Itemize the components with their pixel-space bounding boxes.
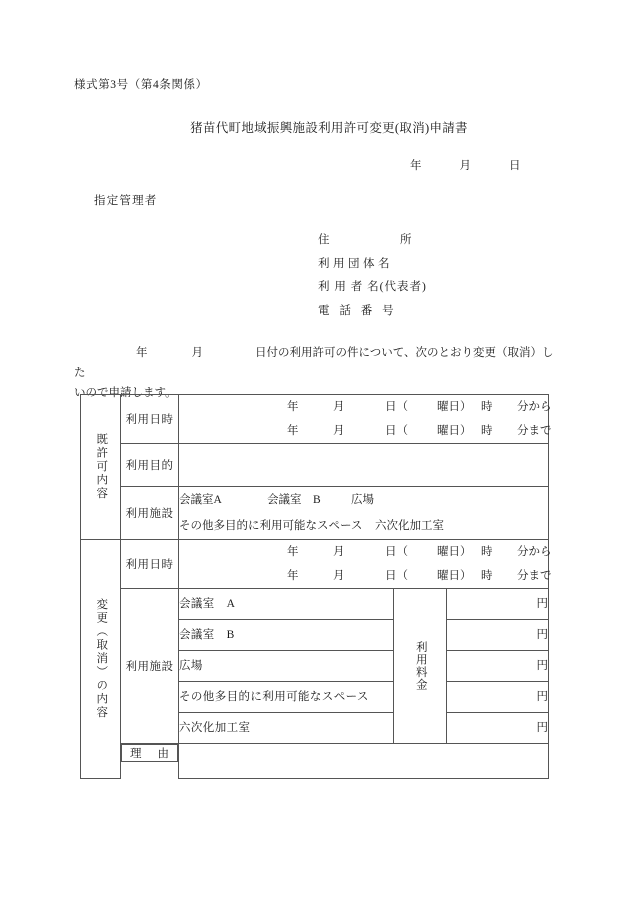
- facility-option-processing-room[interactable]: 六次化加工室: [375, 520, 444, 532]
- facility-options-line1: [179, 487, 548, 513]
- body-year: 年: [136, 347, 148, 359]
- row-label-reason: [121, 744, 178, 762]
- row-label-usage-datetime-existing: 利用日時: [121, 395, 179, 444]
- usage-facility-existing-cell[interactable]: [179, 487, 549, 540]
- dt-year: 年: [287, 401, 299, 413]
- section-label-change-content: [81, 540, 121, 779]
- facility-row-meeting-room-b[interactable]: 会議室 B: [179, 620, 394, 651]
- table-row: [81, 589, 549, 620]
- dt-minute: 分から: [517, 401, 552, 413]
- reason-input-cell[interactable]: [179, 744, 549, 779]
- dt-weekday: 曜日）: [437, 401, 472, 413]
- dt-month: 月: [333, 570, 345, 582]
- row-label-usage-facility-existing: 利用施設: [121, 487, 179, 540]
- dt-month: 月: [333, 401, 345, 413]
- datetime-line-to: [179, 419, 552, 443]
- addressee: 指定管理者: [94, 195, 158, 207]
- section-label-existing-permission-text: 既許可内容: [95, 433, 108, 501]
- document-title: 猪苗代町地域振興施設利用許可変更(取消)申請書: [190, 121, 468, 135]
- table-row: [81, 487, 549, 540]
- datetime-line-from: [179, 395, 552, 419]
- facility-option-meeting-room-a[interactable]: 会議室A: [179, 494, 222, 506]
- body-month: 月: [191, 347, 203, 359]
- section-label-change-content-text: 変更（取消）の内容: [95, 598, 108, 720]
- row-label-usage-datetime-change: 利用日時: [121, 540, 179, 589]
- row-label-reason-char1: 理: [130, 748, 142, 760]
- applicant-info-block: [318, 229, 427, 323]
- facility-options-line2: [179, 513, 548, 539]
- body-text-line2: いので申請します。: [74, 387, 177, 399]
- fee-column-label: [394, 589, 447, 744]
- dt-weekday: 曜日）: [437, 425, 472, 437]
- header-date-day: 日: [509, 160, 521, 172]
- fee-value-meeting-room-b[interactable]: 円: [447, 620, 549, 651]
- applicant-field-group-name: 利用団体名: [318, 257, 393, 270]
- form-number: 様式第3号（第4条関係）: [74, 79, 208, 91]
- row-label-usage-purpose-existing: 利用目的: [121, 444, 179, 487]
- dt-hour: 時: [481, 401, 493, 413]
- dt-hour: 時: [481, 546, 493, 558]
- usage-purpose-existing-cell[interactable]: [179, 444, 549, 487]
- usage-datetime-change-cell[interactable]: [179, 540, 552, 589]
- fee-value-meeting-room-a[interactable]: 円: [447, 589, 549, 620]
- usage-datetime-existing-cell[interactable]: [179, 395, 552, 444]
- dt-day: 日（: [385, 570, 408, 582]
- facility-row-plaza[interactable]: 広場: [179, 651, 394, 682]
- facility-option-plaza[interactable]: 広場: [351, 494, 374, 506]
- facility-option-meeting-room-b[interactable]: 会議室 B: [267, 494, 321, 506]
- facility-row-processing-room[interactable]: 六次化加工室: [179, 713, 394, 744]
- dt-year: 年: [287, 570, 299, 582]
- fee-value-processing-room[interactable]: 円: [447, 713, 549, 744]
- table-row: [81, 540, 549, 589]
- dt-weekday: 曜日）: [437, 570, 472, 582]
- facility-row-multipurpose-space[interactable]: その他多目的に利用可能なスペース: [179, 682, 394, 713]
- facility-option-multipurpose-space[interactable]: その他多目的に利用可能なスペース: [179, 520, 363, 532]
- dt-day: 日（: [385, 401, 408, 413]
- applicant-field-address: 住 所: [318, 234, 421, 246]
- fee-column-label-text: 利用料金: [414, 641, 427, 691]
- table-row: [81, 744, 549, 779]
- dt-month: 月: [333, 425, 345, 437]
- datetime-line-from: [179, 540, 552, 564]
- body-text-line1: 日付の利用許可の件について、次のとおり変更（取消）した: [74, 347, 554, 379]
- fee-value-multipurpose-space[interactable]: 円: [447, 682, 549, 713]
- row-label-usage-facility-change: 利用施設: [121, 589, 179, 744]
- dt-minute: 分まで: [517, 570, 552, 582]
- header-date-line: [410, 157, 521, 173]
- applicant-field-user-name: 利 用 者 名(代表者): [318, 281, 427, 293]
- dt-year: 年: [287, 546, 299, 558]
- table-row: [81, 444, 549, 487]
- application-table: [80, 394, 552, 779]
- dt-minute: 分まで: [517, 425, 552, 437]
- dt-day: 日（: [385, 546, 408, 558]
- dt-year: 年: [287, 425, 299, 437]
- dt-hour: 時: [481, 570, 493, 582]
- dt-day: 日（: [385, 425, 408, 437]
- dt-month: 月: [333, 546, 345, 558]
- section-label-existing-permission: [81, 395, 121, 540]
- dt-minute: 分から: [517, 546, 552, 558]
- table-row: [81, 395, 549, 444]
- fee-value-plaza[interactable]: 円: [447, 651, 549, 682]
- row-label-reason-char2: 由: [157, 748, 169, 760]
- datetime-line-to: [179, 564, 552, 588]
- facility-row-meeting-room-a[interactable]: 会議室 A: [179, 589, 394, 620]
- dt-weekday: 曜日）: [437, 546, 472, 558]
- header-date-year: 年: [410, 160, 422, 172]
- header-date-month: 月: [459, 160, 471, 172]
- applicant-field-phone: 電 話 番 号: [318, 304, 398, 317]
- dt-hour: 時: [481, 425, 493, 437]
